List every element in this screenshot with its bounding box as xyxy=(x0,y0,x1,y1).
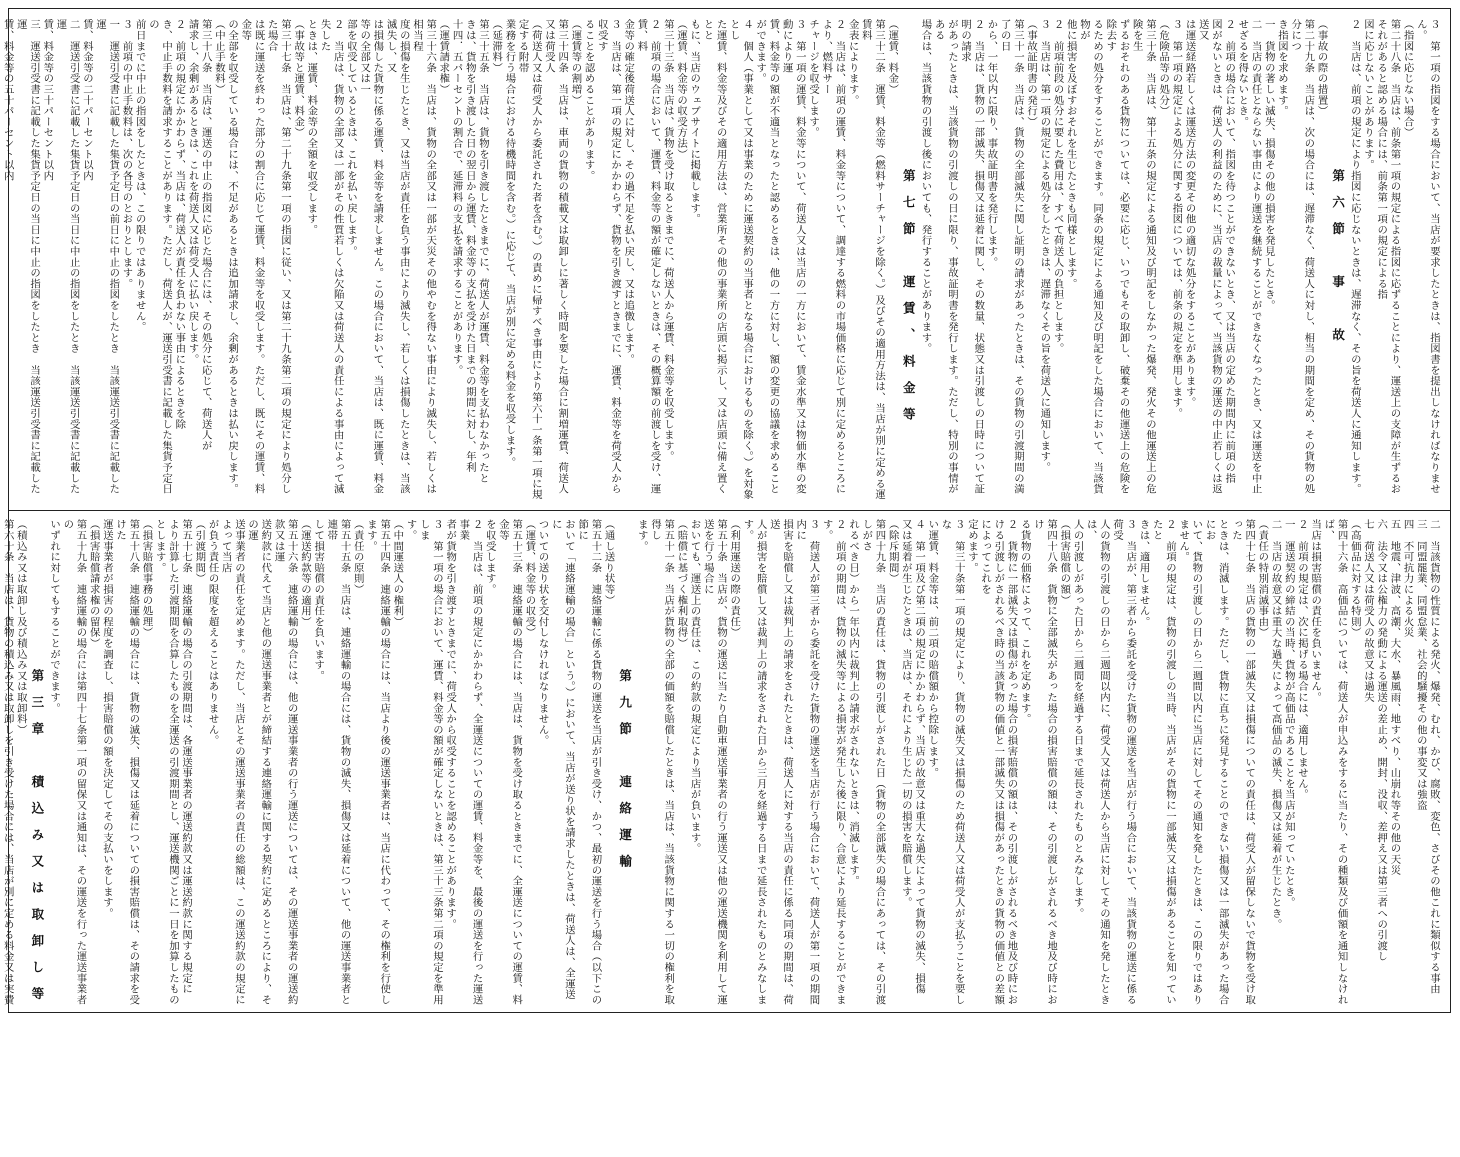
text-column: ２ 前項の規定は、次に掲げる場合には、適用しません。 xyxy=(1295,519,1308,1007)
text-column: の全部を収受している場合には、不足があるときは追加請求し、余剰があるときは払い戻します。 xyxy=(225,19,238,503)
text-column: 賃、料金等の額が不適当となったと認めるときは、他の一方に対し、額の変更の協議を求めることができます。 xyxy=(753,19,779,503)
text-column: ２ 前項の規定は、貨物の引渡しの当時、当店がその貨物に一部滅失又は損傷があることを知っていたと xyxy=(1150,519,1176,1007)
text-column: 第五十二条 連絡運輸に係る貨物の運送を当店が引き受け、かつ、最初の運送を行う場合（以下この節に xyxy=(575,519,601,1007)
text-column: き指図を求めます。 xyxy=(1275,19,1288,503)
text-column: 第三十条 当店は、第十五条の規定による通知及び明記をしなかった爆発、発火その他運送上の危険を生 xyxy=(1130,19,1156,503)
text-column: き、中止手数料を請求することがあります。ただし、荷送人が、運送引受書に記載した集貨予定日の xyxy=(146,19,172,503)
text-column: 二 当該貨物の性質による発火、爆発、むれ、かび、腐敗、変色、さびその他これに類似する事由 xyxy=(1427,519,1440,1007)
text-column: （延滞料） xyxy=(489,19,502,503)
text-column: きは、貨物を引き渡した日の翌日から運賃、料金等の支払を受けた日までの期間に対し、年利 xyxy=(463,19,476,503)
text-column: 第三十四条 当店は、車両の貨物の積載又は取卸しに著しく時間を要した場合に割増運賃、荷送人又は荷受人 xyxy=(542,19,568,503)
section-heading: 第六節 事 故 xyxy=(1328,19,1348,653)
text-column: 賃、料金等の三十パーセント以内 xyxy=(40,19,53,503)
text-column: （高価品に対する特則） xyxy=(1348,519,1361,1007)
text-column: 当店は損害賠償の責任を負いません。 xyxy=(1308,519,1321,1007)
text-column: 第五十五条 当店は、連絡運輸の場合には、貨物の滅失、損傷又は延着について、他の運送事業者と連帯 xyxy=(324,519,350,1007)
text-column: 五 地震、津波、高潮、大水、暴風雨、地すべり、山崩れ等その他の天災 xyxy=(1387,519,1400,1007)
text-column: （積込み又は取卸し及び積込み又は取卸料） xyxy=(14,519,27,1007)
text-column: 度の損傷を生じたとき、又は当店が責任を負う事由により滅失し、若しくは損傷したときは、当該滅失し、又 xyxy=(383,19,409,503)
text-column: 金表によります。 xyxy=(845,19,858,503)
text-column: 第三十八条 当店は、運送の中止の指図に応じた場合には、その処分に応じて、荷送人が xyxy=(199,19,212,503)
text-column: して損害賠償の責任を負います。 xyxy=(311,519,324,1007)
text-column: 第六十条 当店は、貨物の積込み又は取卸しを引き受けた場合には、当店が別に定める料金又は実費 xyxy=(0,519,14,1007)
text-column: は既に運送を終わった部分の割合に応じて運賃、料金等を収受します。ただし、既にその運賃、料金等 xyxy=(238,19,264,503)
text-column: 第四十七条 当店の貨物の一部滅失又は損傷についての責任は、荷受人が留保しないで貨物を受け取った xyxy=(1229,519,1255,1007)
text-column: 二 当店の故意又は重大な過失によって高価品の滅失、損傷又は延着が生じたとき。 xyxy=(1268,519,1281,1007)
text-column: 賃、料金等の二十パーセント以内 xyxy=(80,19,93,503)
text-column: （指図に応じない場合） xyxy=(1400,19,1413,503)
text-column: 図に応じないことがあります。 xyxy=(1361,19,1374,503)
text-column: ３ 当店は、第一項の規定にかかわらず、貨物を引き渡すときまでに、運賃、料金等を荷受人から収受す xyxy=(595,19,621,503)
section-heading: 第九節 連絡運輸 xyxy=(615,519,635,1157)
text-column: 図がないときは、荷送人の利益のために、当店の裁量によって、当該貨物の運送の中止若しくは返送又 xyxy=(1196,19,1222,503)
text-column: 第三十六条 当店は、貨物の全部又は一部が天災その他やむを得ない事由により滅失し、若しくは相当程 xyxy=(410,19,436,503)
text-column: （事故の際の措置） xyxy=(1314,19,1327,503)
text-column: ３ 荷送人が第三者から委託を受けた貨物の運送を当店が行う場合において、荷送人が第一項の期間内に xyxy=(793,519,819,1007)
text-column: 人の貨物の引渡しの日から二週間以内に、荷受人又は荷送人から当店に対してその通知を発したときは、 xyxy=(1084,519,1110,1007)
text-column: （事故等と運賃、料金） xyxy=(291,19,304,503)
text-column: 損害を賠償し又は裁判上の請求をされたときは、荷送人に対する当店の責任に係る同項の期間は、荷送 xyxy=(767,519,793,1007)
text-column: 送約款に代えて当店と他の運送事業者とが締結する連絡運輸に関する契約に定めるところにより、その運 xyxy=(245,519,271,1007)
text-column: るための処分をすることができます。同条の規定による通知及び明記をした場合において、当該貨物が xyxy=(1077,19,1103,503)
text-column: 人が損害を賠償し又は裁判上の請求をされた日から三月を経過する日まで延長されたものとみなします。 xyxy=(740,519,766,1007)
text-column: が負う責任の限度を超えることはありません。 xyxy=(205,519,218,1007)
text-column: （運賃請求権） xyxy=(436,19,449,503)
text-column: 第五十六条 連絡運輸の場合には、他の運送事業者の行う運送については、その運送事業者の運送約款又は運 xyxy=(271,519,297,1007)
lower-text-block xyxy=(25,519,1440,1007)
text-column: 一 運送引受書に記載した集貨予定日の前日に中止の指図をしたとき 当該運送引受書に記載した運 xyxy=(93,19,119,503)
text-column: ２ 前項の規定にかかわらず、当店は、荷送人が責任を負わない事由によるときを除 xyxy=(172,19,185,503)
text-column: 第二十九条 当店は、次の場合には、遅滞なく、荷送人に対し、相当の期間を定め、その貨物の処分につ xyxy=(1288,19,1314,503)
text-column: 第五十三条 連絡運輸の場合には、当店は、貨物を受け取るときまでに、全運送についての運賃、料金等 xyxy=(496,519,522,1007)
text-column: 場合は、当該貨物の引渡し後においても、発行することがあります。 xyxy=(918,19,931,503)
text-column: 定めます。 xyxy=(965,519,978,1007)
text-column: た運賃、料金等及びその適用方法は、営業所その他の事業所の店頭に掲示し、又は店頭に備え置くとと xyxy=(700,19,726,503)
text-column: から、一年以内に限り、事故証明書を発行します。 xyxy=(984,19,997,503)
text-column: チャージを収受します。 xyxy=(806,19,819,503)
text-column: 第三十二条 運賃、料金等（燃料サーチャージを除く。）及びその適用方法は、当店が別に定める運賃料 xyxy=(859,19,885,503)
text-column: きは、適用しません。 xyxy=(1136,519,1149,1007)
text-column: は運送経路若しくは運送方法の変更その他の適切な処分をすることがあります。 xyxy=(1182,19,1195,503)
text-column: おいて「連絡運輸の場合」という。）において、当店が送り状を請求したときは、荷送人は、全運送に xyxy=(549,519,575,1007)
text-column: ２ 前項の場合において、指図を待つことができないとき、又は当店の定めた期間内に前項の指 xyxy=(1222,19,1235,503)
text-column: 金等の確定後荷送人に対し、その過不足を払い戻し、又は追徴します。 xyxy=(621,19,634,503)
text-column: ２ 当店は、貨物の全部又は一部がその性質若しくは欠陥又は荷送人の責任による事由によって滅失した xyxy=(317,19,343,503)
text-column: ２ 前項の期間は、貨物の滅失等による損害が発生した後に限り、合意により延長することができます。 xyxy=(819,519,845,1007)
text-column: ときは、消滅します。ただし、貨物に直ちに発見することのできない損傷又は一部滅失があった場合にお xyxy=(1202,519,1228,1007)
text-column: ません。 xyxy=(1176,519,1189,1007)
text-column: ２ 貨物に一部滅失又は損傷があった場合の損害賠償の額は、その引渡しがされるべき地及び時にお xyxy=(1004,519,1017,1007)
text-column: 二 当店の責任とならない事由により運送を継続することができなくなったとき、又は運送を中止せざるを得ないとき。 xyxy=(1235,19,1261,503)
text-column: とします。 xyxy=(153,519,166,1007)
text-column: （損害賠償事務の処理） xyxy=(139,519,152,1007)
document-page xyxy=(8,8,1451,1013)
text-column: ２ 前項の場合において、運賃、料金等の額が確定しないときは、その概算額の前渡しを受け、運賃、料 xyxy=(634,19,660,503)
text-column: （運賃、料金等の収受方法） xyxy=(674,19,687,503)
text-column: 部を収受しているときは、これを払い戻します。 xyxy=(344,19,357,503)
text-column: 者が貨物を引き渡すときまでに、荷受人から収受することを認めることがあります。 xyxy=(443,519,456,1007)
text-column: ける引渡しがされるべき時の当該貨物の価値と一部滅失又は損傷があったときの貨物の価値との差額によってこれを xyxy=(978,519,1004,1007)
text-column: 十四．五パーセントの割合で、延滞料の支払を請求することがあります。 xyxy=(449,19,462,503)
upper-text-block xyxy=(25,19,1440,503)
text-column: 第五十四条 連絡運輸の場合には、当店より後の運送事業者は、当店に代わって、その権利を行使します。 xyxy=(364,519,390,1007)
text-column: （中間運送人の権利） xyxy=(390,519,403,1007)
text-column: ２ 前項前段の処分に要した費用は、すべて荷送人の負担とします。 xyxy=(1050,19,1063,503)
text-column: ることを認めることがあります。 xyxy=(581,19,594,503)
text-column: 賃、料金等の五十パーセント以内 xyxy=(0,19,13,503)
section-heading: 第七節 運賃、料金等 xyxy=(898,19,918,653)
text-column: 他に損害を及ぼすおそれを生じたときも同様とします。 xyxy=(1064,19,1077,503)
text-column: 四 不可抗力による火災 xyxy=(1400,519,1413,1007)
text-column: 六 法令又は公権力の発動による運送の差止め、開封、没収、差押え又は第三者への引渡し xyxy=(1374,519,1387,1007)
section-divider xyxy=(9,510,1450,511)
text-column: 第三十五条 当店は、貨物を引き渡したときまでに、荷送人が運賃、料金等を支払わなかったと xyxy=(476,19,489,503)
text-column: 人の引渡しがあった日から二週間を経過する日まで延長されたものとみなします。 xyxy=(1070,519,1083,1007)
text-column: 二 運送引受書に記載した集貨予定日の当日に中止の指図をしたとき 当該運送引受書に記載した運 xyxy=(53,19,79,503)
text-column: 第五十一条 当店が貨物の全部の価額を賠償したときは、当店は、当該貨物に関する一切の権利を取得し xyxy=(648,519,674,1007)
text-column: 請求し、余剰があるときは、これを荷送人又は荷受人に払い戻します。 xyxy=(185,19,198,503)
text-column: ２ 当店は、前項の規定により指図に応じないときは、遅滞なく、その旨を荷送人に通知します。 xyxy=(1348,19,1361,503)
text-column: ３ 第一項の指図をする場合において、当店が要求したときは、指図書を提出しなければなりません。 xyxy=(1414,19,1440,503)
text-column: 又は延着が生じたときは、当店は、それにより生じた一切の損害を賠償します。 xyxy=(899,519,912,1007)
text-column: （除斥期間） xyxy=(885,519,898,1007)
text-column: ３ 第一項の運賃、料金等について、荷送人又は当店の一方において、賃金水準又は物価水準の変動により運 xyxy=(779,19,805,503)
text-column: （荷送人又は荷受人から委託された者を含む。）の責めに帰すべき事由により第六十一条第一項に規定する附帯 xyxy=(515,19,541,503)
text-column: は損傷した貨物に係る運賃、料金等を請求しません。この場合において、当店は、既に運賃、料金等の全部又は一 xyxy=(357,19,383,503)
text-column: があったときは、当該貨物の引渡しの日に限り、事故証明書を発行します。ただし、特別の事情がある xyxy=(931,19,957,503)
text-column: 第三十三条 当店は、貨物を受け取るときまでに、荷送人から運賃、料金等を収受します。 xyxy=(661,19,674,503)
text-column: る貨物の価格によって、これを定めます。 xyxy=(1018,519,1031,1007)
text-column: 三 同盟罷業、同盟怠業、社会的騒擾その他の事変又は強盗 xyxy=(1414,519,1427,1007)
text-column: ます。 xyxy=(635,519,648,1007)
text-column: より計算した引渡期間を合算したものを全運送の引渡期間とし、運送機関ごとに一日を加算したもの xyxy=(166,519,179,1007)
text-column: （中止手数料） xyxy=(212,19,225,503)
text-column: （運送約款等の適用） xyxy=(298,519,311,1007)
text-column: （責任の特別消滅事由） xyxy=(1255,519,1268,1007)
text-column: いて、貨物の引渡しの日から二週間以内に当店に対してその通知を発したときは、この限りではあり xyxy=(1189,519,1202,1007)
text-column: 第五十九条 連絡運輸の場合には第四十七条第一項の留保又は通知は、その運送を行った運送事業者の xyxy=(60,519,86,1007)
text-column: ずるおそれのある貨物については、必要に応じ、いつでもその取卸し、破棄その他運送上の危険を除去す xyxy=(1103,19,1129,503)
text-column: （危険品等の処分） xyxy=(1156,19,1169,503)
text-column: ２ 当店は、前項の規定にかかわらず、全運送についての運賃、料金等を、最後の運送を行った運送事業 xyxy=(456,519,482,1007)
text-column: ３ 第一項の規定による処分に関する指図については、前条の規定を準用します。 xyxy=(1169,19,1182,503)
text-column: 第四十八条 貨物に全部滅失があった場合の損害賠償の額は、その引渡しがされるべき地及び時におけ xyxy=(1031,519,1057,1007)
text-column: おいても、運送上の責任は、この約款の規定により当店が負います。 xyxy=(687,519,700,1007)
text-column: す。 xyxy=(403,519,416,1007)
text-column: （損害賠償の額） xyxy=(1057,519,1070,1007)
text-column: ４ 第一項及び第二項の規定にかかわらず、当店の故意又は重大な過失によって貨物の滅失、損傷 xyxy=(912,519,925,1007)
text-column: ときは、運賃、料金等の全額を収受します。 xyxy=(304,19,317,503)
text-column: ついての送り状を交付しなければなりません。 xyxy=(535,519,548,1007)
text-column: 第四十六条 高価品については、荷送人が申込みをするに当たり、その種類及び価額を通知しなければ、 xyxy=(1321,519,1347,1007)
text-column: 第四十九条 当店の責任は、貨物の引渡しがされた日（貨物の全部滅失の場合にあっては、その引渡しがさ xyxy=(859,519,885,1007)
text-column: い運賃、料金等は、前二項の賠償額から控除します。 xyxy=(925,519,938,1007)
text-column: 業務を行う場合における待機時間を含む。）に応じて、当店が別に定める料金を収受します。 xyxy=(502,19,515,503)
text-column: 七 荷送人又は荷受人の故意又は過失 xyxy=(1361,519,1374,1007)
text-column: ２ 当店は、前項の運賃、料金等について、調達する燃料の市場価格に応じて別に定めるところにより、燃料サー xyxy=(819,19,845,503)
text-column: れるべき日）から一年以内に裁判上の請求がされないときは、消滅します。 xyxy=(846,519,859,1007)
text-column: （利用運送の際の責任） xyxy=(727,519,740,1007)
text-column: ３ 第一項の場合において、運賃、料金等の額が確定しないときは、第三十三条第二項の規定を準用しま xyxy=(417,519,443,1007)
text-column: を収受します。 xyxy=(483,519,496,1007)
text-column: ２ 当店は、貨物の一部滅失、損傷又は延着に関し、その数量、状態又は引渡しの日時について証明の請求 xyxy=(958,19,984,503)
text-column: （事故証明書の発行） xyxy=(1024,19,1037,503)
text-column: ３ 前項の中止手数料は、次の各号のとおりとします。 xyxy=(119,19,132,503)
text-column: 運送事業者が損害の程度を調査し、損害賠償の額を決定してその支払いをします。 xyxy=(100,519,113,1007)
text-column: （損害賠償請求権の留保） xyxy=(86,519,99,1007)
text-column: （運賃、料金等の収受） xyxy=(522,519,535,1007)
text-column: もに、当店のウェブサイトに掲載します。 xyxy=(687,19,700,503)
text-column: 第五十条 当店が、貨物の運送に当たり自動車運送事業者の行う運送又は他の運送機関を利用して運送を行う場合に xyxy=(701,519,727,1007)
text-column: 一 貨物の著しい滅失、損傷その他の損害を発見したとき。 xyxy=(1262,19,1275,503)
text-column: （運賃、料金） xyxy=(885,19,898,503)
text-column: 第二十八条 当店は、前条第一項の規定による指図に応ずることにより、運送上の支障が生ずるおそれがあると認める場合には、前条第一項の規定による指 xyxy=(1374,19,1400,503)
text-column: 三 運送引受書に記載した集貨予定日の当日に中止の指図をしたとき 当該運送引受書に記載した運 xyxy=(14,19,40,503)
section-heading: 第三章 積込み又は取卸し等 xyxy=(27,519,47,1157)
text-column: 一 運送契約の締結の当時、貨物が高価品であることを当店が知っていたとき。 xyxy=(1282,519,1295,1007)
text-column: ３ 第三十条第一項の規定により、貨物の滅失又は損傷のため荷送人又は荷受人が支払うことを要しな xyxy=(938,519,964,1007)
text-column: ３ 当店は、第一項の規定による処分をしたときは、遅滞なくその旨を荷送人に通知します。 xyxy=(1037,19,1050,503)
text-column: ３ 当店が、第三者から委託を受けた貨物の運送を当店が行う場合において、当該貨物の運送に係る荷受 xyxy=(1110,519,1136,1007)
text-column: 送事業者の責任を定めます。ただし、当店とその運送事業者の責任の総額は、この運送約款の規定によって当店 xyxy=(219,519,245,1007)
text-column: 第三十七条 当店は、第二十九条第一項の指図に従い、又は第二十九条第二項の規定により処分した場合 xyxy=(265,19,291,503)
text-column: （賠償に基づく権利取得） xyxy=(674,519,687,1007)
text-column: 前日までに中止の指図をしたときは、この限りではありません。 xyxy=(133,19,146,503)
text-column: 第五十七条 連絡運輸の場合の引渡期間は、各運送事業者の運送約款又は運送約款に関する規定に xyxy=(179,519,192,1007)
text-column: 第三十一条 当店は、貨物の全部滅失に関し証明の請求があったときは、その貨物の引渡期間の満了の日 xyxy=(998,19,1024,503)
text-column: （引渡期間） xyxy=(192,519,205,1007)
text-column: （運賃等の割増） xyxy=(568,19,581,503)
text-column: 第五十八条 連絡運輸の場合には、貨物の滅失、損傷又は延着についての損害賠償は、その請求を受けた xyxy=(113,519,139,1007)
text-column: いずれに対してもすることができます。 xyxy=(47,519,60,1007)
text-column: （責任の原則） xyxy=(351,519,364,1007)
text-column: ４ 個人（事業として又は事業のために運送契約の当事者となる場合におけるものを除く。）を対象とし xyxy=(727,19,753,503)
text-column: （通し送り状等） xyxy=(601,519,614,1007)
